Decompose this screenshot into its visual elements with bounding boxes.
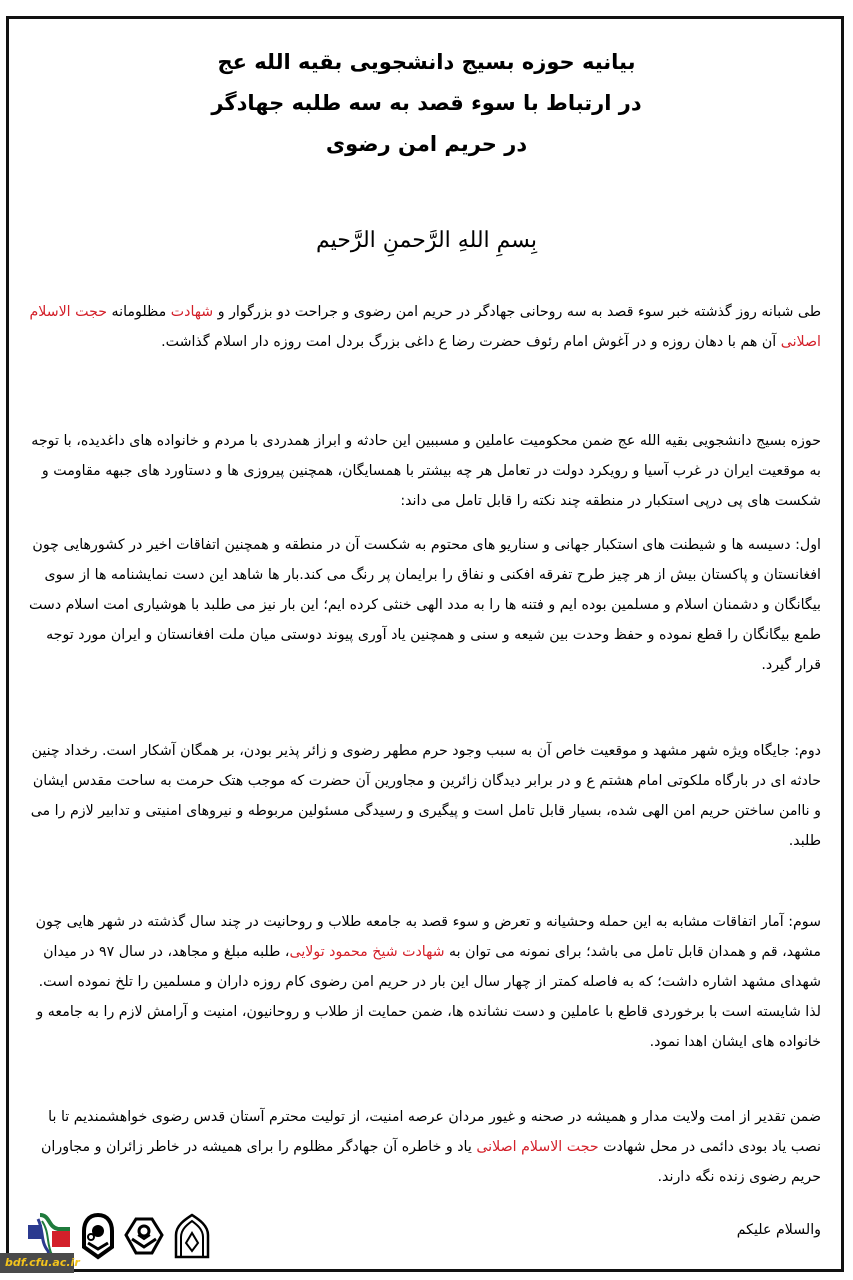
quran-emblem-logo-icon (124, 1211, 164, 1261)
title-line-1: بیانیه حوزه بسیج دانشجویی بقیه الله عج (217, 50, 636, 74)
paragraph-point-first: اول: دسیسه ها و شیطنت های استکبار جهانی و سناریو های محتوم به شکست آن در منطقه و همچنین اتفاقات اخیر در کشورهایی چون افغانستان و پاکستان بیش از هر چیز طرح تفرقه افکنی و نفاق را برایمان پر رنگ می کند.بار ها شاهد این دست نمایشنامه ها از سوی بیگانگان و دشمنان اسلام و مسلمین بوده ایم و فتنه ها را به مدد الهی خنثی کرده ایم؛ این بار نیز می طلبد با هوشیاری امت اسلام دست طمع بیگانگان را قطع نموده و حفظ وحدت بین شیعه و سنی و همچنین یاد آوری پیوند دوستی میان ملت افغانستان و ایران مورد توجه قرار گیرد. (29, 537, 821, 673)
title-line-3: در حریم امن رضوی (325, 132, 528, 156)
highlight-name-aslani: حجت الاسلام اصلانی (29, 304, 821, 350)
site-watermark: bdf.cfu.ac.ir (0, 1253, 74, 1273)
paragraph-point-third (24, 907, 821, 1057)
student-basij-logo-icon (80, 1211, 116, 1261)
highlight-name-tavallaei: شهادت شیخ محمود تولایی (289, 944, 445, 960)
text-span: طی شبانه روز گذشته خبر سوء قصد به سه روحانی جهادگر در حریم امن رضوی و جراحت دو بزرگوار و (213, 304, 821, 320)
paragraph-request (24, 1102, 821, 1192)
statement-title (0, 42, 853, 165)
text-span: مظلومانه (107, 304, 171, 320)
text-span: سوم: آمار اتفاقات مشابه به این حمله وحشیانه و تعرض و سوء قصد به جامعه طلاب و روحانیت در چند سال گذشته در شهر هایی چون مشهد، قم و همدان قابل تامل می باشد؛ برای نمونه می توان به (35, 914, 821, 960)
text-span: یاد و خاطره آن جهادگر مظلوم را برای همیشه در خاطر زائران و مجاوران حریم رضوی زنده نگه دارند. (41, 1139, 821, 1185)
paragraph-point-second: دوم: جایگاه ویژه شهر مشهد و موقعیت خاص آن به سبب وجود حرم مطهر رضوی و زائر پذیر بودن، بر همگان آشکار است. رخداد چنین حادثه ای در بارگاه ملکوتی امام هشتم ع و در برابر دیدگان زائرین و مجاورین آن حضرت که موجب هتک حرمت به ساحت مقدس ایشان و ناامن ساختن حریم امن الهی شده، بسیار قابل تامل است و پیگیری و رسیدگی مسئولین مربوطه و نیروهای امنیتی و تدابیر لازم را می طلبد. (30, 743, 821, 849)
text-span: ، طلبه مبلغ و مجاهد، در سال ۹۷ در میدان شهدای مشهد اشاره داشت؛ که به فاصله کمتر از چهار سال این بار در حریم امن رضوی کام روزه داران و مسلمین را تلخ نموده است. لذا شایسته است با برخوردی قاطع با عاملین و دست نشانده ها، ضمن حمایت از طلاب و روحانیون، امنیت و آرامش لازم را به جامعه و خانواده های ایشان اهدا نمود. (36, 944, 821, 1050)
bismillah: بِسمِ اللهِ الرَّحمنِ الرَّحیم (315, 228, 538, 253)
closing-salutation: والسلام علیکم (736, 1222, 821, 1238)
text-span: آن هم با دهان روزه و در آغوش امام رئوف حضرت رضا ع داغی بزرگ بردل امت روزه دار اسلام گذاشت. (161, 334, 781, 350)
title-line-2: در ارتباط با سوء قصد به سه طلبه جهادگر (211, 91, 642, 115)
university-arch-logo-icon (172, 1211, 212, 1261)
text-span: ضمن تقدیر از امت ولایت مدار و همیشه در صحنه و غیور مردان عرصه امنیت، از تولیت محترم آستان قدس رضوی خواهشمندیم تا با نصب یاد بودی دائمی در محل شهادت (48, 1109, 821, 1155)
highlight-name-aslani-2: حجت الاسلام اصلانی (476, 1139, 599, 1155)
highlight-martyrdom: شهادت (170, 304, 214, 320)
paragraph-condemnation: حوزه بسیج دانشجویی بقیه الله عج ضمن محکومیت عاملین و مسببین این حادثه و ابراز همدردی با مردم و خانواده های داغدیده، با توجه به موقعیت ایران در غرب آسیا و رویکرد دولت در تعامل هر چه بیشتر با همسایگان، همچنین پیروزی ها و دستاورد های جبهه مقاومت و شکست های پی درپی استکبار در منطقه چند نکته را قابل تامل می داند: (31, 433, 821, 509)
paragraph-intro (24, 297, 821, 357)
